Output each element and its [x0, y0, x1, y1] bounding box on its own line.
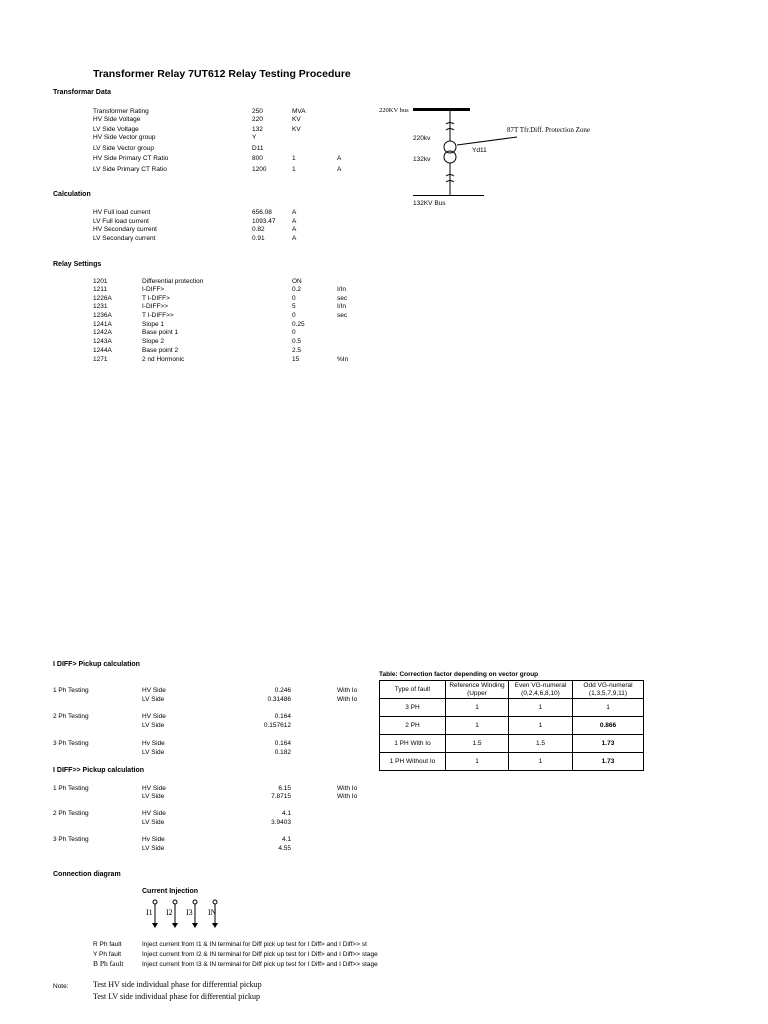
setting-name: Base point 2 [142, 347, 179, 354]
setting-code: 1244A [93, 347, 112, 354]
pickup2-heading: I DIFF>> Pickup calculation [53, 767, 145, 774]
setting-unit: I/In [337, 286, 347, 293]
terminal-in-icon [213, 900, 217, 904]
pickup-group-label: 2 Ph Testing [53, 713, 89, 720]
setting-value: ON [292, 278, 302, 285]
setting-value: 15 [292, 356, 300, 363]
row-extra: 1 [292, 155, 296, 162]
setting-unit: I/In [337, 303, 347, 310]
header-cell: Odd VG-numeral (1,3,5,7,9,11) [573, 681, 644, 699]
table-cell: 1 [573, 699, 644, 717]
lv-label: LV Side [142, 845, 165, 852]
setting-unit: %In [337, 356, 349, 363]
pickup1-heading: I DIFF> Pickup calculation [53, 661, 140, 668]
row-label: HV Side Voltage [93, 116, 141, 123]
fault-text: Inject current from I3 & IN terminal for Diff pick up test for I Diff> and I Diff>> stage [142, 961, 378, 968]
table-cell: 1.73 [573, 753, 644, 771]
setting-code: 1242A [93, 329, 112, 336]
row-label: LV Side Voltage [93, 126, 139, 133]
arrow-down-icon [212, 923, 218, 928]
setting-value: 2.5 [292, 347, 302, 354]
table-row [380, 699, 644, 717]
table-cell: 1 [509, 699, 573, 717]
calculation-heading: Calculation [53, 191, 91, 198]
setting-code: 1241A [93, 321, 112, 328]
fault-phase: Y Ph fault [93, 951, 122, 958]
relay-settings-heading: Relay Settings [53, 261, 102, 268]
setting-code: 1211 [93, 286, 107, 293]
pickup-group-label: 2 Ph Testing [53, 810, 89, 817]
zone-label: 87T Tfr.Diff. Protection Zone [507, 126, 591, 134]
kv220-label: 220kv [413, 135, 431, 142]
table-row [380, 753, 644, 771]
row-unit: KV [292, 116, 301, 123]
setting-code: 1271 [93, 356, 108, 363]
calc-label: LV Secondary current [93, 235, 156, 242]
lv-label: LV Side [142, 793, 165, 800]
page-title: Transformer Relay 7UT612 Relay Testing Procedure [93, 68, 351, 80]
setting-name: Slope 1 [142, 321, 165, 328]
terminal-i1-icon [153, 900, 157, 904]
current-injection-label: Current Injection [142, 888, 199, 895]
lv-value: 7.8715 [271, 793, 291, 800]
header-cell: Type of fault [380, 681, 446, 699]
calc-label: HV Secondary current [93, 226, 157, 233]
calc-unit: A [292, 218, 297, 225]
connection-heading: Connection diagram [53, 871, 121, 878]
hv-label: Hv Side [142, 836, 165, 843]
lv-ct-symbol [446, 175, 454, 183]
fault-phase: R Ph fault [93, 941, 122, 948]
arrow-down-icon [192, 923, 198, 928]
table-cell: 1 [509, 753, 573, 771]
hv-ct-symbol [446, 123, 454, 131]
terminal-i2-icon [173, 900, 177, 904]
calc-value: 0.82 [252, 226, 265, 233]
setting-unit: sec [337, 295, 348, 302]
bus-220-label: 220KV bus [379, 107, 409, 114]
lv-note: With Io [337, 696, 358, 703]
table-row [380, 717, 644, 735]
row-value: 220 [252, 116, 263, 123]
table-cell: 1 PH With Io [380, 735, 446, 753]
table-cell: 1 PH Without Io [380, 753, 446, 771]
lv-value: 3.9403 [271, 819, 291, 826]
row-label: HV Side Vector group [93, 134, 156, 141]
setting-value: 0 [292, 312, 296, 319]
hv-value: 0.246 [274, 687, 291, 694]
arrow-down-icon [152, 923, 158, 928]
correction-factor-table [379, 680, 644, 771]
row-value: 1200 [252, 166, 267, 173]
fault-text: Inject current from I1 & IN terminal for Diff pick up test for I Diff> and I Diff>> st [142, 941, 367, 948]
row-value: 800 [252, 155, 263, 162]
lv-label: LV Side [142, 749, 165, 756]
setting-value: 0 [292, 329, 296, 336]
pickup-group-label: 3 Ph Testing [53, 740, 89, 747]
pickup-group-label: 3 Ph Testing [53, 836, 89, 843]
row-label: LV Side Vector group [93, 145, 154, 152]
setting-value: 0.2 [292, 286, 302, 293]
table-cell: 1 [446, 699, 509, 717]
terminal-i3-icon [193, 900, 197, 904]
setting-value: 5 [292, 303, 296, 310]
table-cell: 1 [446, 717, 509, 735]
kv132-label: 132kv [413, 156, 431, 163]
fault-text: Inject current from I2 & IN terminal for Diff pick up test for I Diff> and I Diff>> stage [142, 951, 378, 958]
correction-table-caption: Table: Correction factor depending on vector group [379, 671, 539, 678]
setting-code: 1243A [93, 338, 112, 345]
row-value: 132 [252, 126, 263, 133]
transformer-data-heading: Transformar Data [53, 89, 111, 96]
setting-name: Base point 1 [142, 329, 179, 336]
lv-label: LV Side [142, 819, 165, 826]
note-line: Test HV side individual phase for differential pickup [93, 980, 262, 989]
setting-name: T I-DIFF> [142, 295, 170, 302]
row-unit: A [337, 155, 342, 162]
row-label: LV Side Primary CT Ratio [93, 166, 167, 173]
calc-unit: A [292, 226, 297, 233]
table-cell: 0.866 [573, 717, 644, 735]
setting-unit: sec [337, 312, 348, 319]
hv-note: With Io [337, 785, 358, 792]
row-extra: 1 [292, 166, 296, 173]
note-line: Test LV side individual phase for differential pickup [93, 992, 261, 1001]
table-cell: 1.5 [446, 735, 509, 753]
lv-note: With Io [337, 793, 358, 800]
hv-value: 4.1 [281, 810, 291, 817]
setting-code: 1231 [93, 303, 108, 310]
row-value: D11 [252, 145, 264, 152]
terminal-label: IN [208, 908, 217, 917]
hv-label: Hv Side [142, 740, 165, 747]
terminal-label: I1 [146, 908, 153, 917]
bus-132-label: 132KV Bus [413, 200, 446, 207]
row-label: Transformer Rating [93, 108, 149, 115]
hv-note: With Io [337, 687, 358, 694]
calc-unit: A [292, 209, 297, 216]
table-cell: 1.5 [509, 735, 573, 753]
hv-winding-circle [444, 141, 456, 153]
calc-value: 1093.47 [252, 218, 276, 225]
setting-name: Slope 2 [142, 338, 165, 345]
header-cell: Even VG-numeral (0,2,4,6,8,10) [509, 681, 573, 699]
fault-phase: B Ph fault [93, 959, 124, 968]
lv-value: 4.55 [278, 845, 291, 852]
lv-value: 0.182 [274, 749, 291, 756]
calc-label: HV Full load current [93, 209, 151, 216]
calc-value: 656.08 [252, 209, 272, 216]
table-cell: 2 PH [380, 717, 446, 735]
terminal-label: I3 [186, 908, 193, 917]
hv-value: 6.15 [278, 785, 291, 792]
setting-value: 0.25 [292, 321, 305, 328]
lv-label: LV Side [142, 696, 165, 703]
hv-value: 4.1 [281, 836, 291, 843]
row-unit: A [337, 166, 342, 173]
arrow-down-icon [172, 923, 178, 928]
lv-label: LV Side [142, 722, 165, 729]
hv-label: HV Side [142, 810, 166, 817]
table-row [380, 735, 644, 753]
row-value: Y [252, 134, 257, 141]
lv-value: 0.31486 [267, 696, 291, 703]
setting-name: T I-DIFF>> [142, 312, 174, 319]
setting-name: I-DIFF> [142, 286, 165, 293]
terminal-label: I2 [166, 908, 173, 917]
pickup-group-label: 1 Ph Testing [53, 785, 89, 792]
table-cell: 1.73 [573, 735, 644, 753]
lv-winding-circle [444, 151, 456, 163]
table-cell: 1 [446, 753, 509, 771]
row-unit: KV [292, 126, 301, 133]
zone-leader-line [457, 137, 517, 145]
row-unit: MVA [292, 108, 306, 115]
header-cell: Reference Winding (Upper [446, 681, 509, 699]
hv-label: HV Side [142, 687, 166, 694]
setting-value: 0.5 [292, 338, 302, 345]
yd11-label: Yd11 [472, 147, 487, 154]
setting-code: 1226A [93, 295, 112, 302]
calc-value: 0.91 [252, 235, 265, 242]
hv-label: HV Side [142, 785, 166, 792]
table-cell: 1 [509, 717, 573, 735]
setting-name: I-DIFF>> [142, 303, 169, 310]
table-header-row [380, 681, 644, 699]
row-value: 250 [252, 108, 263, 115]
lv-value: 0.157612 [263, 722, 291, 729]
setting-code: 1201 [93, 278, 108, 285]
table-cell: 3 PH [380, 699, 446, 717]
note-label: Note: [53, 983, 69, 990]
hv-value: 0.164 [274, 740, 291, 747]
hv-value: 0.164 [274, 713, 291, 720]
setting-value: 0 [292, 295, 296, 302]
calc-label: LV Full load current [93, 218, 149, 225]
calc-unit: A [292, 235, 297, 242]
pickup-group-label: 1 Ph Testing [53, 687, 89, 694]
setting-name: Differential protection [142, 278, 204, 285]
hv-label: HV Side [142, 713, 166, 720]
setting-name: 2 nd Hormonic [142, 356, 185, 363]
row-label: HV Side Primary CT Ratio [93, 155, 169, 162]
setting-code: 1236A [93, 312, 112, 319]
